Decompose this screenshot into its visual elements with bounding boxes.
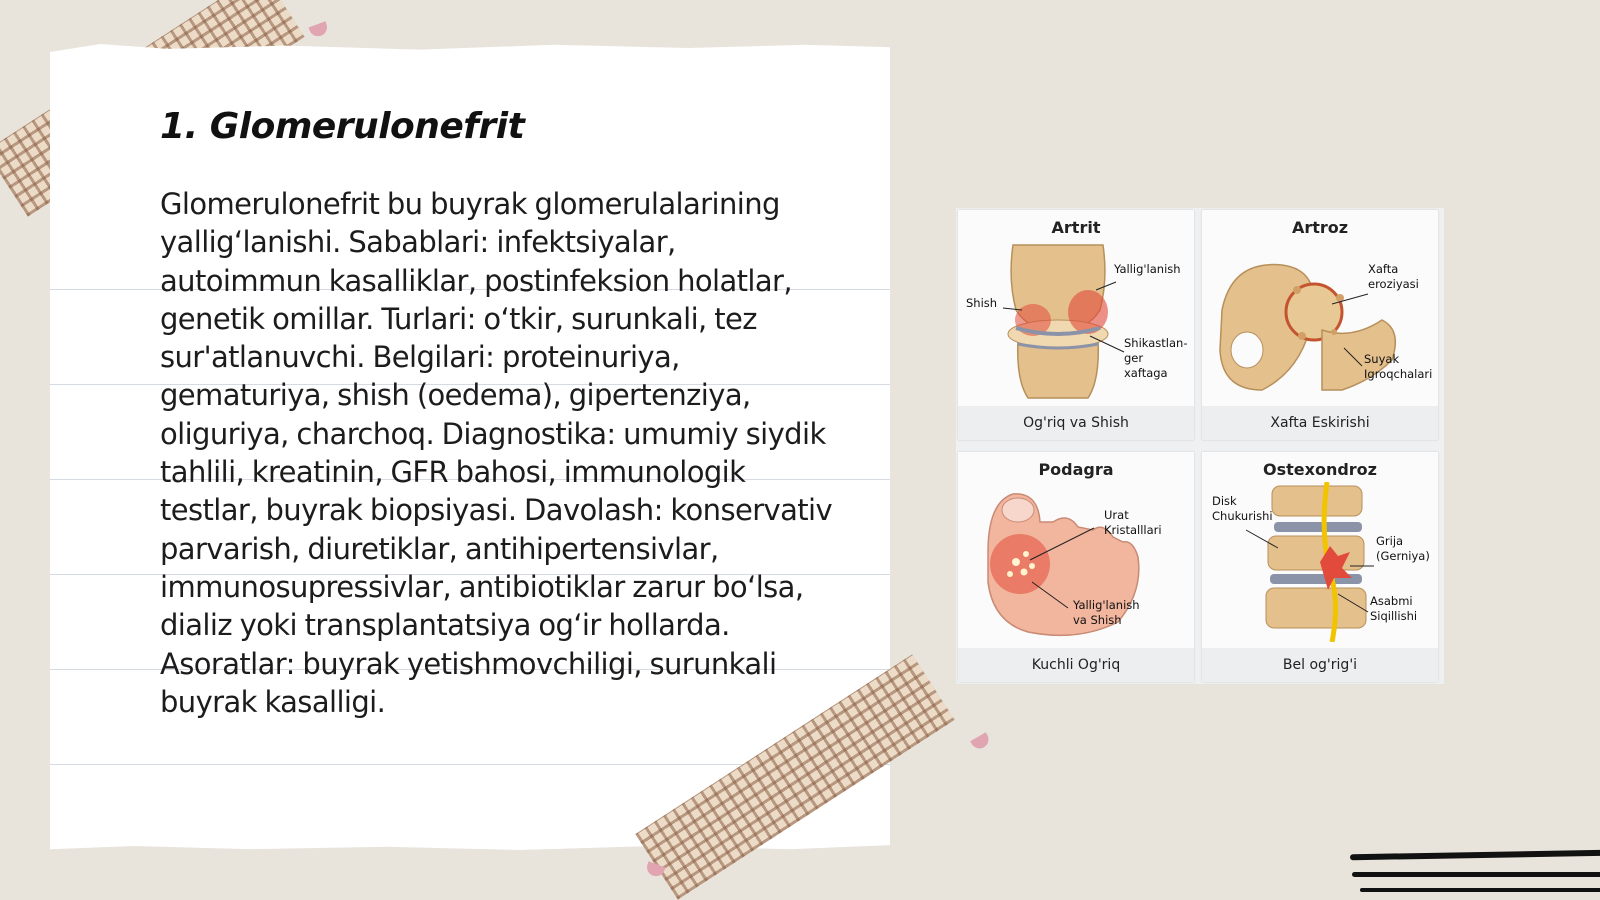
decorative-brush-line [1352, 872, 1600, 877]
card-caption: Kuchli Og'riq [958, 648, 1194, 682]
decorative-brush-line [1360, 888, 1600, 892]
tape-pin-top [308, 21, 329, 38]
card-title: Podagra [1038, 460, 1114, 479]
label-shish: Shish [966, 296, 998, 310]
label-shikastlangan-xaftaga: Shikastlan- ger xaftaga [1124, 336, 1188, 380]
label-asabmi-siqillishi: Asabmi Siqillishi [1370, 594, 1418, 623]
card-caption: Bel og'rig'i [1202, 648, 1438, 682]
infographic-card-podagra [958, 452, 1194, 682]
card-caption: Xafta Eskirishi [1202, 406, 1438, 440]
slide-body-text: Glomerulonefrit bu buyrak glomerulalarining yallig‘lanishi. Sabablari: infektsiyalar, autoimmun kasalliklar, postinfeksion holatlar, genetik omillar. Turlari: o‘tkir, surunkali, tez sur'atlanuvchi. Belgilari: proteinuriya, gematuriya, shish (oedema), gipertenziya, oliguriya, charchoq. Diagnostika: umumiy siydik tahlili, kreatinin, GFR bahosi, immunologik testlar, buyrak biopsiyasi. Davolash: konservativ parvarish, diuretiklar, antihipertensivlar, immunosupressivlar, antibiotiklar zarur bo‘lsa, dializ yoki transplantatsiya og‘ir hollarda. Asoratlar: buyrak yetishmovchiligi, surunkali buyrak kasalligi. [160, 187, 833, 719]
card-title: Artroz [1291, 218, 1349, 237]
infographic-card-artroz [1202, 210, 1438, 440]
card-title: Artrit [1051, 218, 1101, 237]
slide-title: 1. Glomerulonefrit [160, 106, 525, 147]
card-title: Ostexondroz [1263, 460, 1377, 479]
infographic-card-ostexondroz [1202, 452, 1438, 682]
card-caption: Og'riq va Shish [958, 406, 1194, 440]
label-xafta-eroziyasi: Xafta eroziyasi [1368, 262, 1419, 291]
label-disk-chukurishi: Disk Chukurishi [1212, 494, 1273, 523]
joint-diseases-infographic [956, 208, 1444, 684]
label-grija-gerniya: Grija (Gerniya) [1376, 534, 1430, 563]
infographic-card-artrit [958, 210, 1194, 440]
label-yalliglanish-va-shish: Yallig'lanish va Shish [1073, 598, 1140, 627]
label-suyak-igroqchalari: Suyak Igroqchalari [1364, 352, 1433, 381]
tape-pin-right [970, 732, 992, 751]
decorative-brush-line [1350, 850, 1600, 861]
label-yalliglanish: Yallig'lanish [1114, 262, 1181, 276]
label-urat-kristallari: Urat Kristalllari [1104, 508, 1162, 537]
